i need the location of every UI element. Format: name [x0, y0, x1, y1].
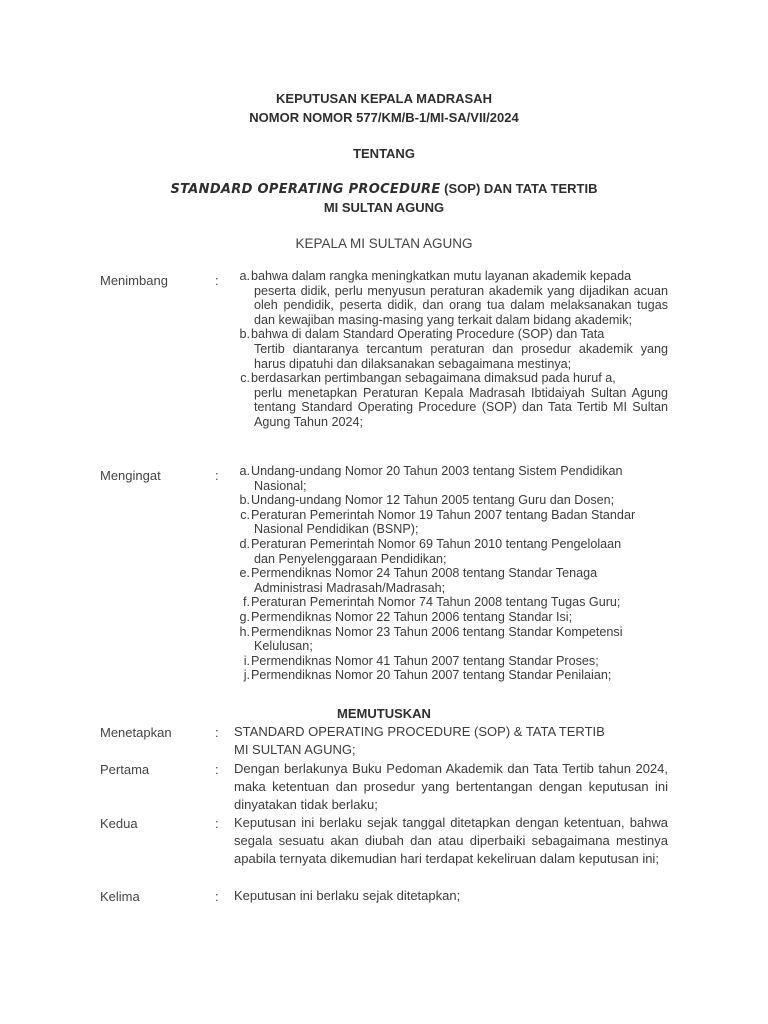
menimbang-label: Menimbang: [100, 273, 168, 288]
mengingat-item-first-line: Undang-undang Nomor 20 Tahun 2003 tentang Sistem Pendidikan: [251, 464, 623, 478]
menimbang-item-continuation: Tertib diantaranya tercantum peraturan dan prosedur akademik yang harus dipatuhi dan dilaksanakan sebagaimana mestinya;: [254, 341, 668, 371]
mengingat-item: [228, 625, 668, 654]
mengingat-item: [228, 654, 668, 669]
menimbang-item-first-line: bahwa dalam rangka meningkatkan mutu layanan akademik kepada: [251, 269, 632, 283]
mengingat-item-text: [251, 493, 668, 508]
mengingat-item: [228, 537, 668, 566]
subject-title-line2: MI SULTAN AGUNG: [323, 200, 445, 215]
menetapkan-line1: STANDARD OPERATING PROCEDURE (SOP) & TATA TERTIB: [234, 724, 605, 739]
memutuskan-heading: MEMUTUSKAN: [337, 706, 431, 721]
mengingat-item-text: [251, 610, 668, 625]
mengingat-label: Mengingat: [100, 468, 161, 483]
mengingat-item-text: [251, 595, 668, 610]
mengingat-item-text: [251, 537, 668, 566]
mengingat-item-continuation: Nasional Pendidikan (BSNP);: [254, 522, 419, 537]
mengingat-item-text: [251, 668, 668, 683]
menimbang-item: [228, 327, 668, 371]
mengingat-item-first-line: Permendiknas Nomor 22 Tahun 2006 tentang Standar Isi;: [251, 609, 573, 624]
mengingat-item-first-line: Permendiknas Nomor 23 Tahun 2006 tentang Standar Kompetensi: [251, 624, 623, 639]
mengingat-item: [228, 668, 668, 683]
subject-title-italic: STANDARD OPERATING PROCEDURE: [170, 182, 441, 197]
mengingat-item-first-line: Permendiknas Nomor 24 Tahun 2008 tentang Standar Tenaga: [251, 566, 598, 581]
menetapkan-colon: :: [215, 725, 219, 740]
mengingat-item-continuation: dan Penyelenggaraan Pendidikan;: [254, 551, 447, 566]
mengingat-item: [228, 566, 668, 595]
mengingat-item-letter: b.: [239, 493, 250, 508]
menimbang-colon: :: [215, 273, 219, 288]
menimbang-item-letter: a.: [239, 269, 250, 283]
mengingat-item-text: [251, 508, 668, 537]
mengingat-item-first-line: Permendiknas Nomor 20 Tahun 2007 tentang Standar Penilaian;: [251, 668, 612, 683]
menimbang-item-first-line: bahwa di dalam Standard Operating Procedure (SOP) dan Tata: [251, 327, 605, 342]
mengingat-item: [228, 595, 668, 610]
mengingat-item-letter: h.: [239, 624, 250, 639]
mengingat-item: [228, 610, 668, 625]
menimbang-item-continuation: peserta didik, perlu menyusun peraturan akademik yang dijadikan acuan oleh pendidik, peserta didik, dan orang tua dalam melaksanakan tugas dan kewajiban masing-masing yang terkait dalam bidang akademik;: [254, 283, 668, 327]
kelima-text: Keputusan ini berlaku sejak ditetapkan;: [234, 888, 461, 903]
kedua-colon: :: [215, 816, 219, 831]
mengingat-item-letter: f.: [243, 595, 250, 610]
menimbang-item-letter: c.: [240, 371, 250, 386]
menimbang-item-text: [251, 327, 668, 371]
mengingat-item-letter: c.: [240, 507, 250, 522]
menimbang-item: [228, 371, 668, 429]
mengingat-item-text: [251, 464, 668, 493]
subject-title: [0, 181, 768, 198]
mengingat-item-letter: a.: [239, 464, 250, 478]
mengingat-item-text: [251, 625, 668, 654]
menimbang-item: [228, 269, 668, 327]
authority-heading: KEPALA MI SULTAN AGUNG: [295, 236, 473, 251]
menimbang-item-letter: b.: [239, 327, 250, 342]
mengingat-item-continuation: Kelulusan;: [254, 639, 313, 654]
mengingat-item-letter: j.: [243, 668, 250, 683]
kedua-text: Keputusan ini berlaku sejak tanggal ditetapkan dengan ketentuan, bahwa segala sesuatu akan diubah dan atau diperbaiki sebagaimana mestinya apabila ternyata dikemudian hari terdapat kekeliruan dalam keputusan ini;: [234, 815, 668, 866]
tentang-heading: TENTANG: [353, 146, 415, 161]
menimbang-item-first-line: berdasarkan pertimbangan sebagaimana dimaksud pada huruf a,: [251, 371, 616, 386]
mengingat-item: [228, 464, 668, 493]
menimbang-item-text: [251, 269, 668, 327]
mengingat-item-first-line: Peraturan Pemerintah Nomor 69 Tahun 2010 tentang Pengelolaan: [251, 536, 622, 551]
mengingat-item: [228, 493, 668, 508]
mengingat-item-first-line: Undang-undang Nomor 12 Tahun 2005 tentang Guru dan Dosen;: [251, 493, 615, 508]
mengingat-item-continuation: Nasional;: [254, 478, 307, 493]
mengingat-item-text: [251, 566, 668, 595]
menetapkan-line2: MI SULTAN AGUNG;: [234, 742, 356, 757]
mengingat-list: [228, 464, 668, 683]
kelima-label: Kelima: [100, 889, 140, 904]
pertama-text: Dengan berlakunya Buku Pedoman Akademik dan Tata Tertib tahun 2024, maka ketentuan dan prosedur yang bertentangan dengan keputusan ini dinyatakan tidak berlaku;: [234, 761, 668, 812]
mengingat-item-continuation: Administrasi Madrasah/Madrasah;: [254, 580, 446, 595]
mengingat-item-letter: g.: [239, 609, 250, 624]
pertama-label: Pertama: [100, 762, 150, 777]
mengingat-item-first-line: Peraturan Pemerintah Nomor 74 Tahun 2008 tentang Tugas Guru;: [251, 595, 621, 610]
kedua-label: Kedua: [100, 816, 138, 831]
kelima-colon: :: [215, 889, 219, 904]
mengingat-item-letter: i.: [243, 653, 250, 668]
subject-title-rest: (SOP) DAN TATA TERTIB: [440, 181, 598, 196]
decree-title: KEPUTUSAN KEPALA MADRASAH: [276, 91, 492, 106]
decree-number: NOMOR NOMOR 577/KM/B-1/MI-SA/VII/2024: [249, 110, 519, 125]
mengingat-item-letter: d.: [239, 536, 250, 551]
mengingat-item-letter: e.: [239, 566, 250, 581]
mengingat-colon: :: [215, 468, 219, 483]
mengingat-item-text: [251, 654, 668, 669]
menetapkan-text: [234, 723, 668, 759]
mengingat-item-first-line: Permendiknas Nomor 41 Tahun 2007 tentang Standar Proses;: [251, 653, 599, 668]
mengingat-item-first-line: Peraturan Pemerintah Nomor 19 Tahun 2007 tentang Badan Standar: [251, 507, 636, 522]
menimbang-item-text: [251, 371, 668, 429]
menimbang-item-continuation: perlu menetapkan Peraturan Kepala Madrasah Ibtidaiyah Sultan Agung tentang Standard Operating Procedure (SOP) dan Tata Tertib MI Sultan Agung Tahun 2024;: [254, 385, 668, 429]
pertama-colon: :: [215, 762, 219, 777]
menetapkan-label: Menetapkan: [100, 725, 172, 740]
mengingat-item: [228, 508, 668, 537]
menimbang-list: [228, 269, 668, 430]
